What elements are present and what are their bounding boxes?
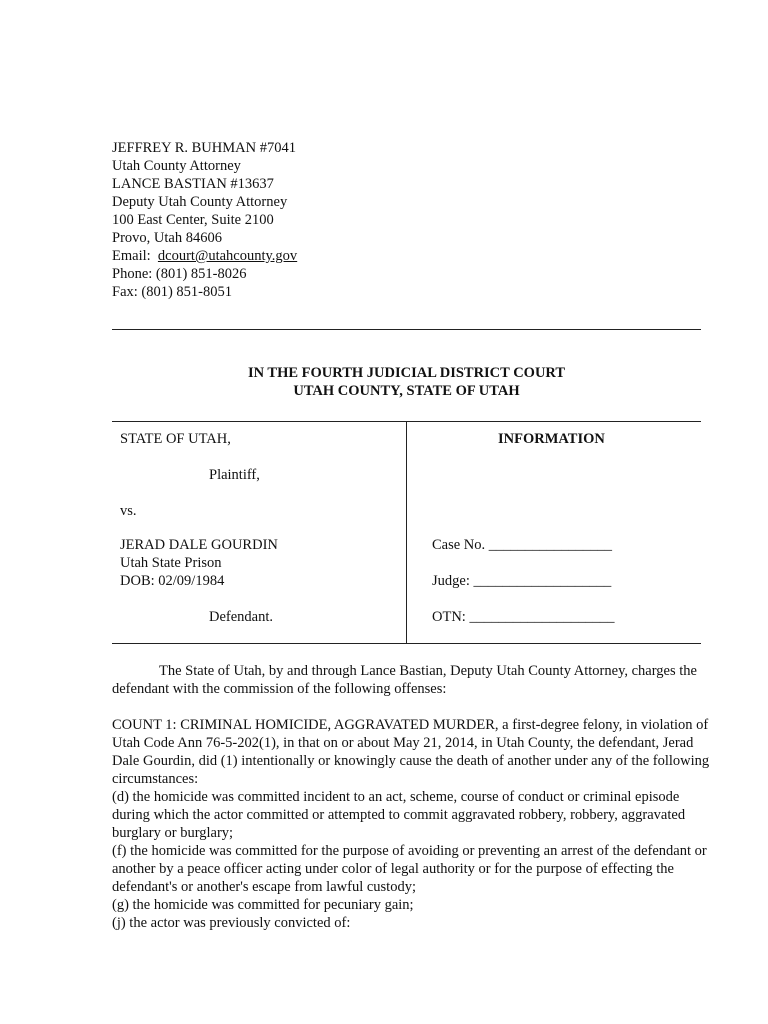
- email-line: [112, 247, 297, 265]
- defendant-role: Defendant.: [209, 609, 274, 625]
- attorney-line: Utah County Attorney: [112, 158, 241, 174]
- count-1-paragraph: COUNT 1: CRIMINAL HOMICIDE, AGGRAVATED MURDER, a first-degree felony, in violation of Utah Code Ann 76-5-202(1), in that on or about May 21, 2014, in Utah County, the defendant, Jerad Dale Gourdin, did (1) intentionally or knowingly cause the death of another under any of the following circumstances:: [112, 717, 710, 787]
- intro-paragraph: The State of Utah, by and through Lance Bastian, Deputy Utah County Attorney, charges the defendant with the commission of the following offenses:: [112, 663, 697, 697]
- email-link[interactable]: dcourt@utahcounty.gov: [157, 248, 298, 264]
- attorney-line: Deputy Utah County Attorney: [112, 194, 288, 210]
- judge-field: Judge: ___________________: [432, 573, 612, 589]
- defendant-location: Utah State Prison: [120, 555, 222, 571]
- email-label: Email:: [112, 248, 151, 264]
- versus: vs.: [120, 503, 137, 519]
- attorney-line: LANCE BASTIAN #13637: [112, 176, 274, 192]
- court-name: IN THE FOURTH JUDICIAL DISTRICT COURT: [247, 365, 566, 381]
- attorney-line: 100 East Center, Suite 2100: [112, 212, 274, 228]
- otn-field: OTN: ____________________: [432, 609, 615, 625]
- caption-bottom-rule: [112, 643, 701, 644]
- attorney-line: JEFFREY R. BUHMAN #7041: [112, 140, 296, 156]
- defendant-name: JERAD DALE GOURDIN: [120, 537, 278, 553]
- defendant-dob: DOB: 02/09/1984: [120, 573, 225, 589]
- court-heading: [112, 364, 701, 400]
- fax-line: Fax: (801) 851-8051: [112, 284, 233, 300]
- attorney-block: [112, 139, 297, 301]
- clause-d: (d) the homicide was committed incident to an act, scheme, course of conduct or criminal episode during which the actor committed or attempted to commit aggravated robbery, robbery, aggravated burglary or burglary;: [112, 789, 686, 841]
- document-title: INFORMATION: [498, 431, 605, 447]
- caption-divider: [406, 421, 407, 643]
- court-county: UTAH COUNTY, STATE OF UTAH: [293, 383, 520, 399]
- phone-line: Phone: (801) 851-8026: [112, 266, 247, 282]
- clause-j: (j) the actor was previously convicted of:: [112, 915, 351, 931]
- charges-body: [112, 662, 712, 932]
- plaintiff-name: STATE OF UTAH,: [120, 431, 231, 447]
- attorney-line: Provo, Utah 84606: [112, 230, 222, 246]
- case-number-field: Case No. _________________: [432, 537, 613, 553]
- plaintiff-role: Plaintiff,: [209, 467, 260, 483]
- case-caption: [112, 421, 701, 643]
- clause-g: (g) the homicide was committed for pecuniary gain;: [112, 897, 414, 913]
- clause-f: (f) the homicide was committed for the purpose of avoiding or preventing an arrest of the defendant or another by a peace officer acting under color of legal authority or for the purpose of effecting the defendant's or another's escape from lawful custody;: [112, 843, 707, 895]
- header-rule: [112, 329, 701, 330]
